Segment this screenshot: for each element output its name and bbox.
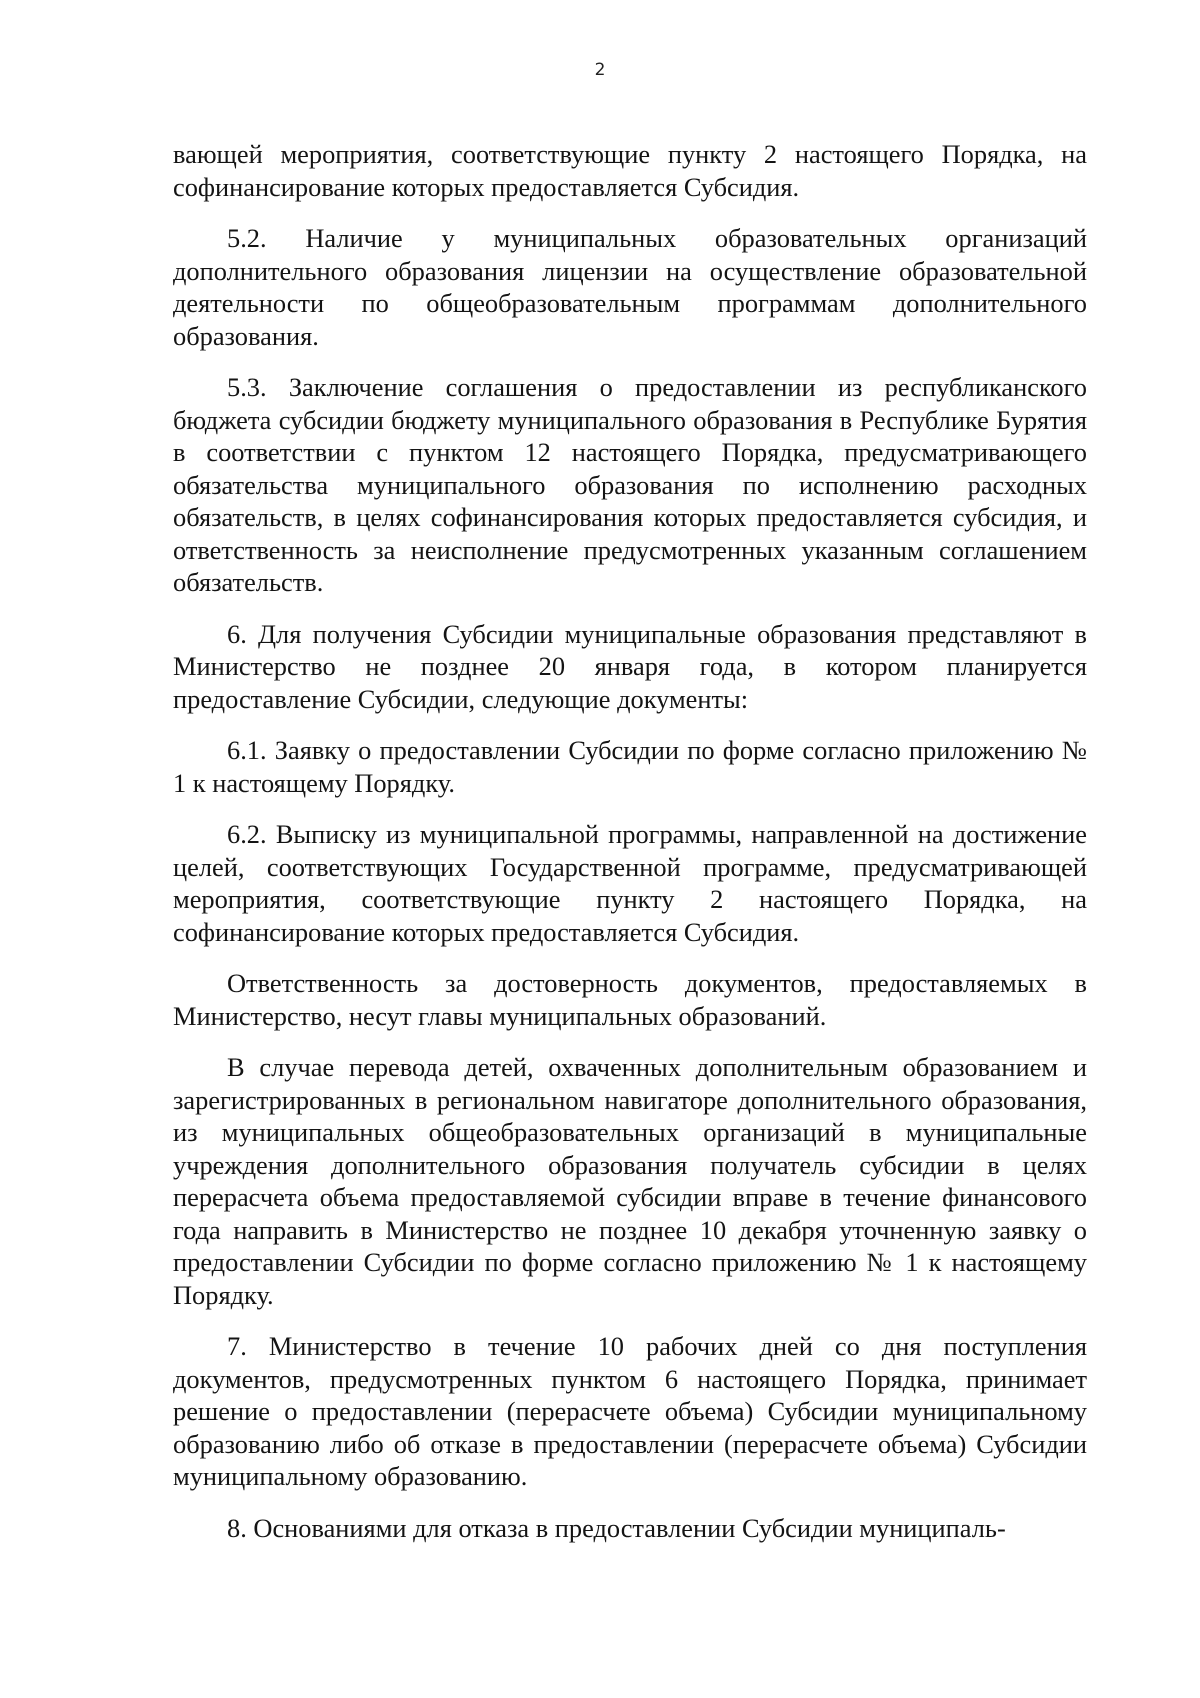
- paragraph-5-2: 5.2. Наличие у муниципальных образовательных организаций дополнительного образования лицензии на осуществление образовательной деятельности по общеобразовательным программам дополнительного образования.: [173, 223, 1087, 351]
- paragraph-transfer-case: В случае перевода детей, охваченных дополнительным образованием и зарегистрированных в региональном навигаторе дополнительного образования, из муниципальных общеобразовательных организаций в муниципальные учреждения дополнительного образования получатель субсидии в целях перерасчета объема предоставляемой субсидии вправе в течение финансового года направить в Министерство не позднее 10 декабря уточненную заявку о предоставлении Субсидии по форме согласно приложению № 1 к настоящему Порядку.: [173, 1052, 1087, 1310]
- paragraph-7: 7. Министерство в течение 10 рабочих дней со дня поступления документов, предусмотренных пунктом 6 настоящего Порядка, принимает решение о предоставлении (перерасчете объема) Субсидии муниципальному образованию либо об отказе в предоставлении (перерасчете объема) Субсидии муниципальному образованию.: [173, 1331, 1087, 1491]
- paragraph-8: 8. Основаниями для отказа в предоставлении Субсидии муниципаль-: [227, 1512, 1006, 1543]
- paragraph-6: 6. Для получения Субсидии муниципальные образования представляют в Министерство не позднее 20 января года, в котором планируется предоставление Субсидии, следующие документы:: [173, 618, 1087, 714]
- paragraph-continuation: вающей мероприятия, соответствующие пункту 2 настоящего Порядка, на софинансирование которых предоставляется Субсидия.: [173, 139, 1087, 202]
- paragraph-responsibility: Ответственность за достоверность документов, предоставляемых в Министерство, несут главы муниципальных образований.: [173, 968, 1087, 1031]
- paragraph-5-3: 5.3. Заключение соглашения о предоставлении из республиканского бюджета субсидии бюджету муниципального образования в Республике Бурятия в соответствии с пунктом 12 настоящего Порядка, предусматривающего обязательства муниципального образования по исполнению расходных обязательств, в целях софинансирования которых предоставляется субсидия, и ответственность за неисполнение предусмотренных указанным соглашением обязательств.: [173, 372, 1087, 597]
- page-number: 2: [594, 60, 606, 80]
- paragraph-6-2: 6.2. Выписку из муниципальной программы, направленной на достижение целей, соответствующих Государственной программе, предусматривающей мероприятия, соответствующие пункту 2 настоящего Порядка, на софинансирование которых предоставляется Субсидия.: [173, 819, 1087, 947]
- document-body: [173, 138, 1087, 1563]
- paragraph-6-1: 6.1. Заявку о предоставлении Субсидии по форме согласно приложению № 1 к настоящему Порядку.: [173, 735, 1087, 798]
